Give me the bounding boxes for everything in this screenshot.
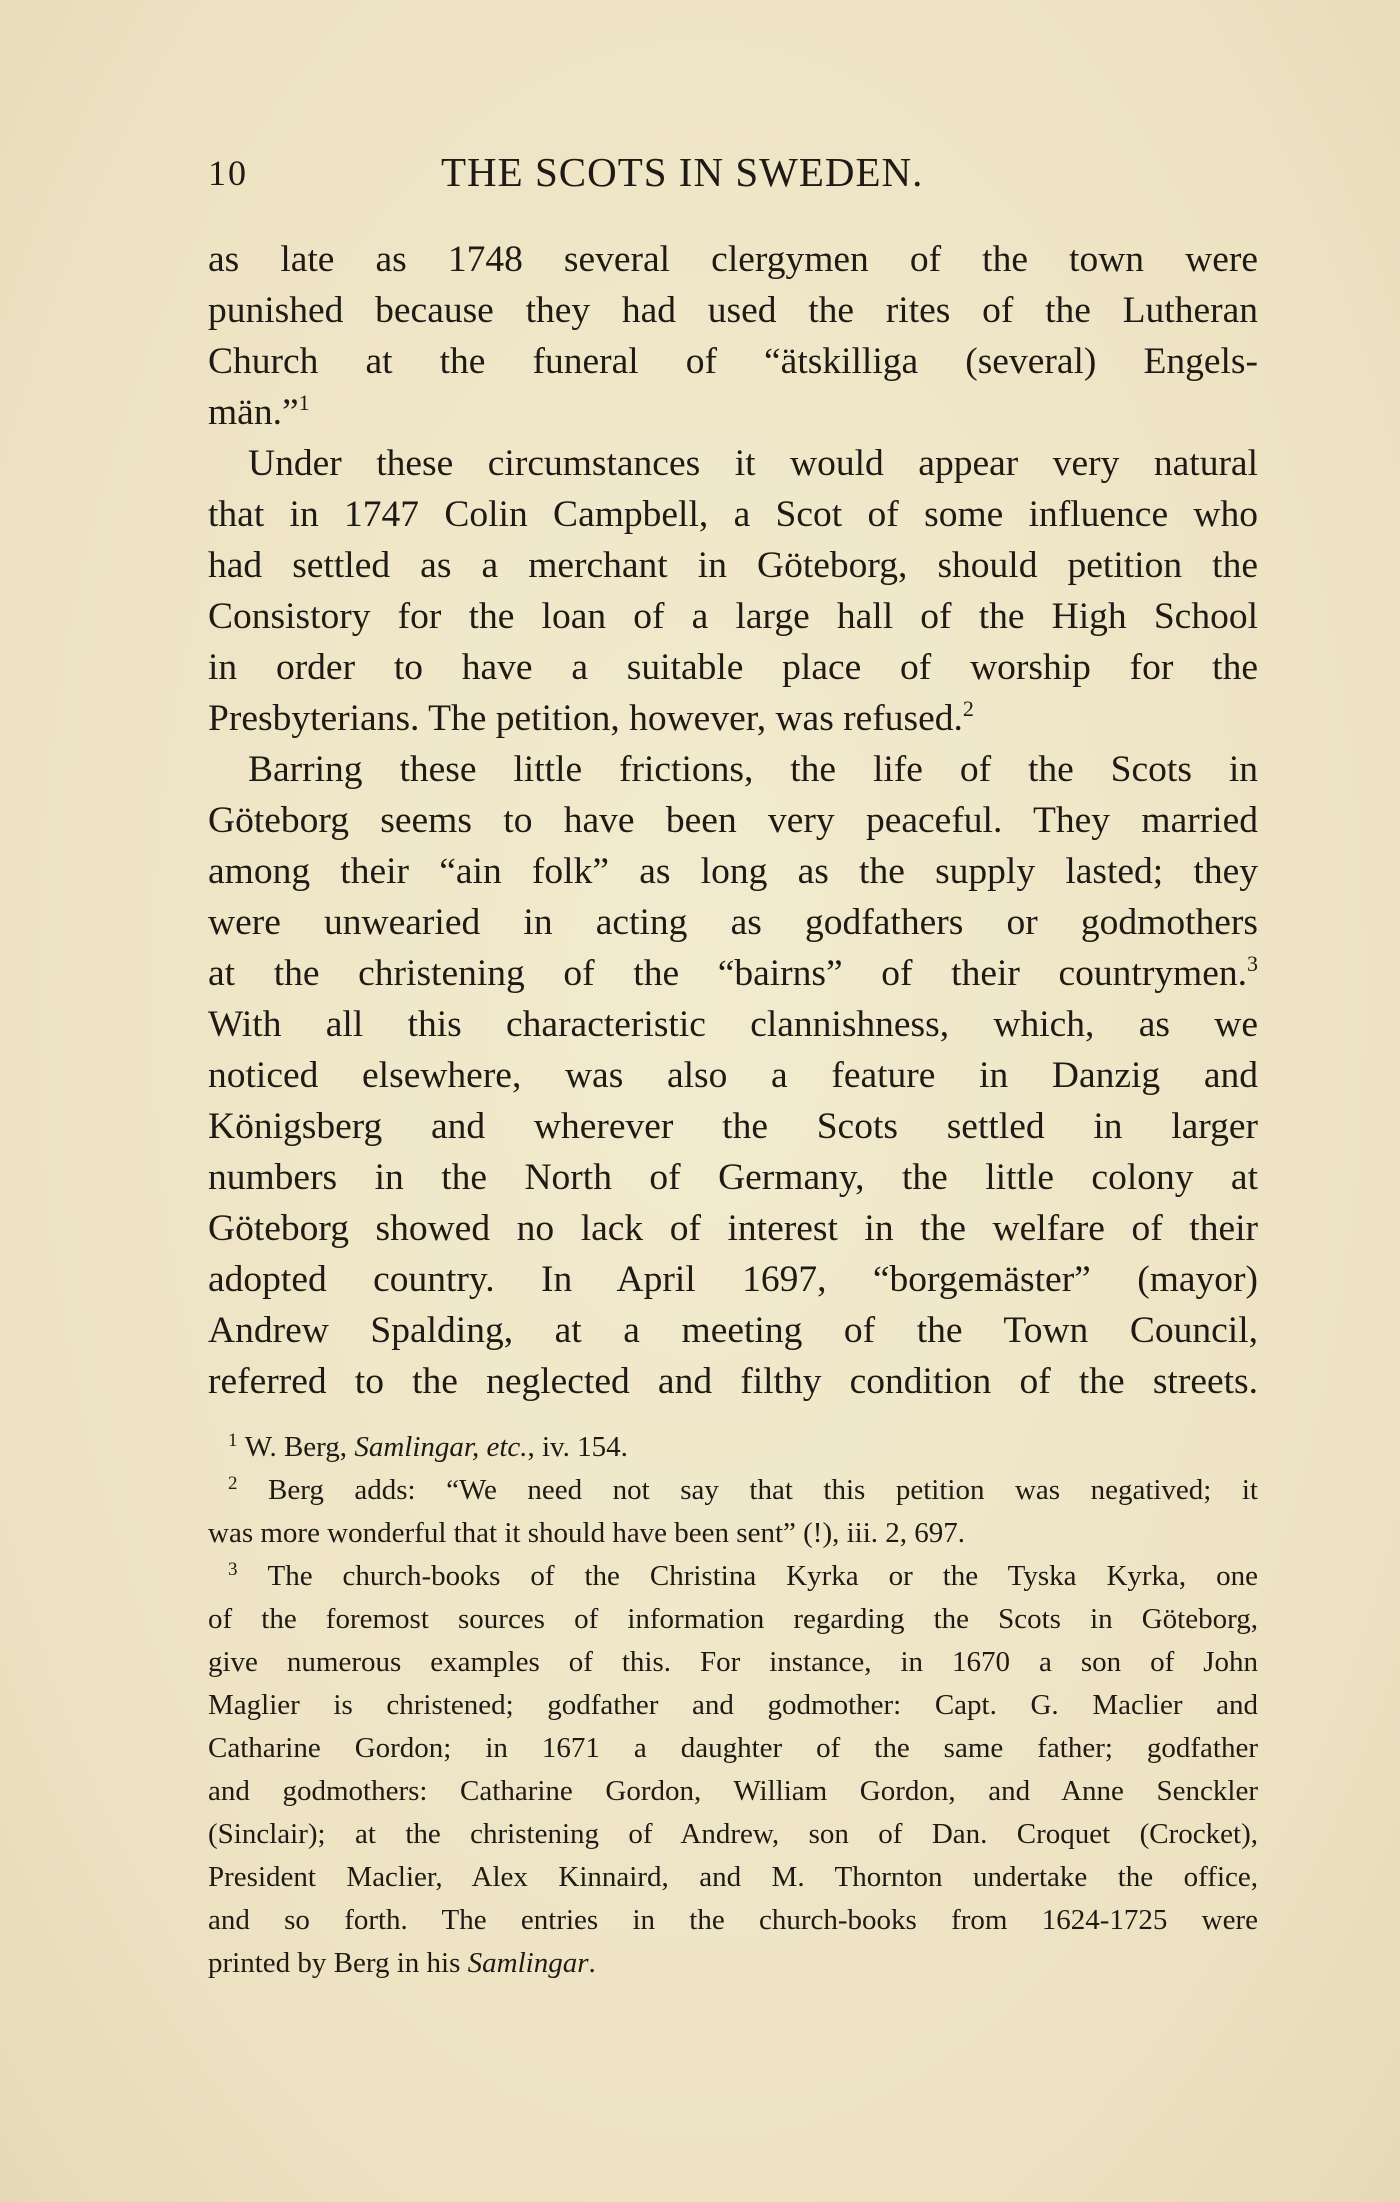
text-line: that in 1747 Colin Campbell, a Scot of some influence who: [208, 494, 1258, 535]
footnote-number: 1: [228, 1430, 238, 1451]
footnote-line: and godmothers: Catharine Gordon, William Gordon, and Anne Senckler: [208, 1775, 1258, 1807]
footnote-line: Maglier is christened; godfather and godmother: Capt. G. Maclier and: [208, 1689, 1258, 1721]
text-line: referred to the neglected and filthy condition of the streets.: [208, 1361, 1258, 1402]
footnote-line: and so forth. The entries in the church-books from 1624-1725 were: [208, 1904, 1258, 1936]
page-number: 10: [208, 153, 248, 193]
footnote-number: 3: [228, 1559, 238, 1580]
text-line: Church at the funeral of “ätskilliga (several) Engels-: [208, 341, 1258, 382]
text-line: [208, 948, 1258, 999]
footnote-work-title: Samlingar: [467, 1947, 589, 1979]
text-line: as late as 1748 several clergymen of the town were: [208, 239, 1258, 280]
footnote-ref: 2: [962, 696, 974, 721]
footnote-text: .: [588, 1947, 596, 1979]
footnote-line: [208, 1942, 1258, 1985]
footnote-3: [208, 1555, 1258, 1598]
text-line: were unwearied in acting as godfathers or godmothers: [208, 902, 1258, 943]
text-line: adopted country. In April 1697, “borgemäster” (mayor): [208, 1259, 1258, 1300]
text-line: Barring these little frictions, the life of the Scots in: [248, 749, 1258, 790]
running-title: THE SCOTS IN SWEDEN.: [441, 149, 924, 195]
footnote-text: The church-books of the Christina Kyrka or the Tyska Kyrka, one: [267, 1560, 1259, 1592]
footnote-ref: 1: [298, 390, 310, 415]
text-line: Under these circumstances it would appear very natural: [248, 443, 1258, 484]
footnote-work-title: Samlingar, etc.: [354, 1431, 528, 1463]
running-head: [208, 148, 1258, 198]
footnote-line: Catharine Gordon; in 1671 a daughter of the same father; godfather: [208, 1732, 1258, 1764]
text-line: punished because they had used the rites of the Lutheran: [208, 290, 1258, 331]
text-line: Königsberg and wherever the Scots settled in larger: [208, 1106, 1258, 1147]
footnote-line: give numerous examples of this. For instance, in 1670 a son of John: [208, 1646, 1258, 1678]
footnote-author: W. Berg,: [244, 1431, 355, 1463]
footnote-2: [208, 1469, 1258, 1512]
text-line: [208, 387, 1258, 438]
text-line: Göteborg showed no lack of interest in the welfare of their: [208, 1208, 1258, 1249]
text-fragment: Presbyterians. The petition, however, was refused.: [208, 698, 963, 739]
text-fragment: at the christening of the “bairns” of their countrymen.: [208, 953, 1247, 994]
text-fragment: män.”: [208, 392, 299, 433]
text-line: in order to have a suitable place of worship for the: [208, 647, 1258, 688]
text-line: among their “ain folk” as long as the supply lasted; they: [208, 851, 1258, 892]
text-line: noticed elsewhere, was also a feature in Danzig and: [208, 1055, 1258, 1096]
footnote-line: was more wonderful that it should have been sent” (!), iii. 2, 697.: [208, 1517, 966, 1549]
text-line: With all this characteristic clannishness, which, as we: [208, 1004, 1258, 1045]
text-line: Andrew Spalding, at a meeting of the Town Council,: [208, 1310, 1258, 1351]
text-line: [208, 693, 1258, 744]
footnote-number: 2: [228, 1473, 238, 1494]
footnote-ref: 3: [1247, 951, 1258, 976]
footnotes: [208, 1426, 1258, 1985]
text-line: numbers in the North of Germany, the little colony at: [208, 1157, 1258, 1198]
text-line: Consistory for the loan of a large hall of the High School: [208, 596, 1258, 637]
text-line: Göteborg seems to have been very peaceful. They married: [208, 800, 1258, 841]
text-line: had settled as a merchant in Göteborg, should petition the: [208, 545, 1258, 586]
footnote-line: President Maclier, Alex Kinnaird, and M. Thornton undertake the office,: [208, 1861, 1258, 1893]
body-text: [208, 234, 1258, 1407]
footnote-text: printed by Berg in his: [208, 1947, 468, 1979]
footnote-text: Berg adds: “We need not say that this petition was negatived; it: [268, 1474, 1258, 1506]
footnote-line: (Sinclair); at the christening of Andrew, son of Dan. Croquet (Crocket),: [208, 1818, 1258, 1850]
footnote-1: [208, 1426, 1258, 1469]
footnote-citation: , iv. 154.: [527, 1431, 628, 1463]
footnote-line: of the foremost sources of information regarding the Scots in Göteborg,: [208, 1603, 1258, 1635]
